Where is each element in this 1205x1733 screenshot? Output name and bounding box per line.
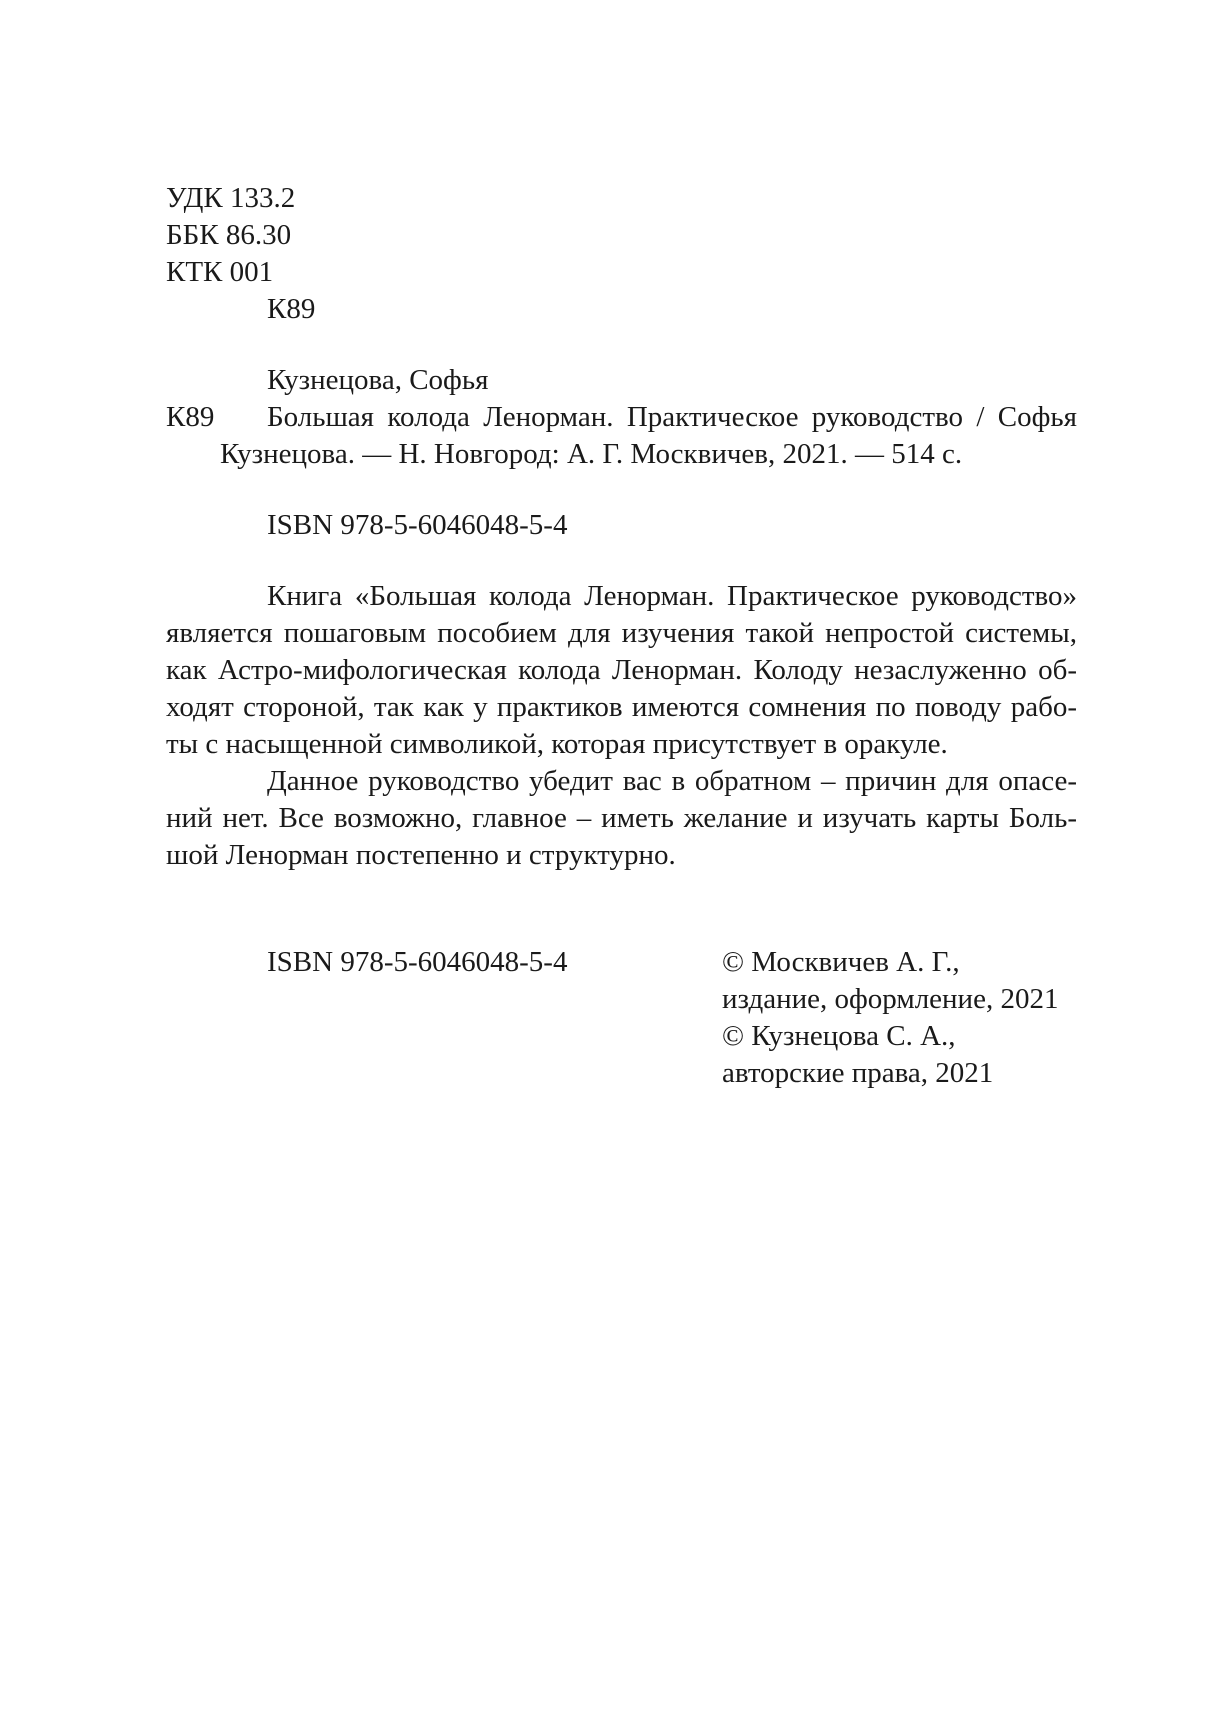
ktk-code: КТК 001 [166,256,274,288]
copyright-line: © Москвичев А. Г., [722,946,960,978]
annotation-line: ты с насыщенной символикой, которая присутствует в оракуле. [166,728,948,760]
description-line-2: Кузнецова. — Н. Новгород: А. Г. Москвичев, 2021. — 514 с. [220,438,963,470]
record-isbn: ISBN 978-5-6046048-5-4 [267,509,568,541]
annotation-line: как Астро-мифологическая колода Ленорман. Колоду незаслуженно об- [166,654,1077,686]
annotation-line: является пошаговым пособием для изучения такой непростой системы, [166,617,1077,649]
author-heading: Кузнецова, Софья [267,364,489,396]
bbk-code: ББК 86.30 [166,219,292,251]
udk-code: УДК 133.2 [166,182,296,214]
annotation-line: Книга «Большая колода Ленорман. Практическое руководство» [267,580,1077,612]
annotation-line: Данное руководство убедит вас в обратном – причин для опасе- [267,765,1077,797]
annotation-line: шой Ленорман постепенно и структурно. [166,839,676,871]
copyright-line: © Кузнецова С. А., [722,1020,956,1052]
copyright-line: издание, оформление, 2021 [722,983,1059,1015]
annotation-line: ний нет. Все возможно, главное – иметь желание и изучать карты Боль- [166,802,1077,834]
annotation-line: ходят стороной, так как у практиков имеются сомнения по поводу рабо- [166,691,1077,723]
footer-isbn: ISBN 978-5-6046048-5-4 [267,946,568,978]
author-mark: К89 [267,293,316,325]
copyright-line: авторские права, 2021 [722,1057,994,1089]
record-mark: К89 [166,401,215,433]
description-line-1: Большая колода Ленорман. Практическое руководство / Софья [267,401,1077,433]
